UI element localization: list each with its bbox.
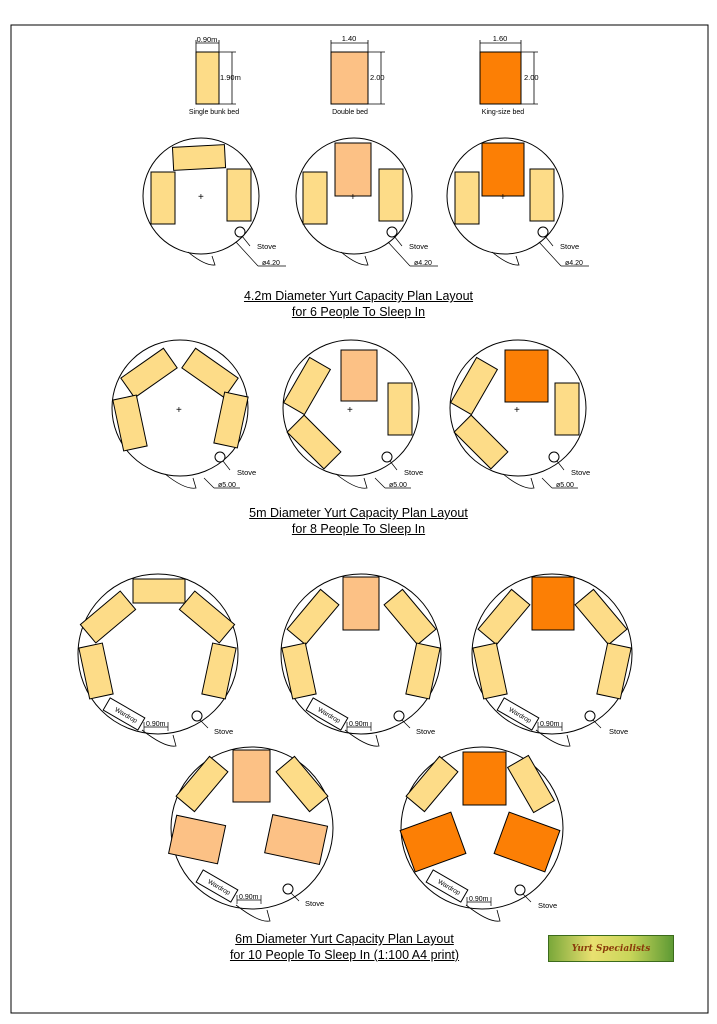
- centre-mark: +: [198, 192, 204, 203]
- yurt-door: [345, 730, 379, 746]
- bed: [172, 145, 225, 171]
- bed: [214, 392, 248, 448]
- stove-icon: [387, 227, 397, 237]
- heading-5m-line1: 5m Diameter Yurt Capacity Plan Layout: [249, 506, 468, 520]
- stove-icon: [283, 884, 293, 894]
- bed: [287, 415, 341, 469]
- bed: [463, 752, 506, 805]
- yurt-4-2-double: [296, 138, 438, 267]
- bed: [455, 172, 479, 224]
- bed: [406, 643, 440, 699]
- bed: [555, 383, 579, 435]
- yurt-door: [236, 905, 270, 921]
- bed: [532, 577, 574, 630]
- yurt-4-2-king: [447, 138, 589, 267]
- yurt-door: [466, 905, 500, 921]
- bed: [343, 577, 379, 630]
- stove-icon: [538, 227, 548, 237]
- yurt-door: [142, 730, 176, 746]
- bed: [473, 643, 507, 699]
- bed: [265, 815, 328, 865]
- stove-label: Stove: [305, 899, 325, 908]
- legend-double-width: 1.40: [341, 34, 357, 43]
- bed: [388, 383, 412, 435]
- diameter-label: ø4.20: [565, 260, 583, 267]
- bed: [454, 415, 508, 469]
- bed: [478, 589, 530, 644]
- diameter-label: ø5.00: [218, 482, 236, 489]
- legend-single-label: Single bunk bed: [188, 109, 240, 116]
- centre-mark: +: [514, 405, 520, 416]
- wardrobe-width-label: 0.90m: [349, 721, 369, 728]
- stove-label: Stove: [257, 242, 277, 251]
- heading-5m: [0, 505, 717, 537]
- yurt-specialists-logo: [548, 935, 674, 962]
- stove-icon: [515, 885, 525, 895]
- bed: [341, 350, 377, 401]
- wardrobe-label: Wardrop: [316, 706, 342, 725]
- diameter-label: ø5.00: [389, 482, 407, 489]
- bed: [179, 591, 234, 643]
- wardrobe-width-label: 0.90m: [146, 721, 166, 728]
- stove-label: Stove: [560, 242, 580, 251]
- bed: [379, 169, 403, 221]
- wardrobe-label: Wardrop: [113, 706, 139, 725]
- bed: [133, 579, 185, 603]
- bed: [303, 172, 327, 224]
- bed: [287, 589, 339, 644]
- stove-icon: [235, 227, 245, 237]
- legend-king-length: 2.00: [524, 73, 539, 82]
- bed: [80, 591, 135, 643]
- bed: [151, 172, 175, 224]
- logo-text: Yurt Specialists: [571, 943, 651, 954]
- yurt-6-six-singles: [78, 574, 238, 746]
- centre-mark: +: [500, 192, 506, 203]
- bed: [575, 589, 627, 644]
- stove-label: Stove: [409, 242, 429, 251]
- stove-icon: [585, 711, 595, 721]
- bed: [233, 750, 270, 802]
- legend-single-bed-shape: [196, 52, 219, 104]
- centre-mark: +: [176, 405, 182, 416]
- bed: [284, 357, 331, 414]
- bed: [182, 348, 238, 397]
- yurt-5-five-singles: [112, 340, 256, 489]
- stove-icon: [215, 452, 225, 462]
- heading-4-2m: [0, 288, 717, 320]
- yurt-6-three-kings: [400, 747, 563, 921]
- wardrobe-width-label: 0.90m: [239, 894, 259, 901]
- heading-6m-line2: for 10 People To Sleep In (1:100 A4 print): [229, 948, 460, 962]
- wardrobe-width-label: 0.90m: [540, 721, 560, 728]
- heading-4-2m-line2: for 6 People To Sleep In: [291, 305, 426, 319]
- yurt-6-double: [281, 574, 441, 746]
- heading-6m-line1: 6m Diameter Yurt Capacity Plan Layout: [235, 932, 454, 946]
- legend-single-bunk-bed: [189, 35, 241, 116]
- bed: [169, 815, 226, 864]
- legend-double-bed: [331, 34, 385, 116]
- diameter-label: ø5.00: [556, 482, 574, 489]
- bed: [384, 589, 436, 644]
- bed: [494, 812, 560, 872]
- bed: [482, 143, 524, 196]
- bed: [597, 643, 631, 699]
- stove-icon: [192, 711, 202, 721]
- diameter-label: ø4.20: [262, 260, 280, 267]
- diameter-label: ø4.20: [414, 260, 432, 267]
- heading-4-2m-line1: 4.2m Diameter Yurt Capacity Plan Layout: [243, 289, 474, 303]
- yurt-6-king: [472, 574, 632, 746]
- wardrobe-label: Wardrop: [206, 878, 232, 897]
- bed: [282, 643, 316, 699]
- bed: [451, 357, 498, 414]
- legend-single-length: 1.90m: [220, 73, 241, 82]
- stove-label: Stove: [237, 468, 257, 477]
- legend-single-width: 0.90m: [196, 35, 218, 44]
- stove-label: Stove: [404, 468, 424, 477]
- legend-king-width: 1.60: [492, 34, 508, 43]
- bed: [121, 348, 177, 397]
- legend-king-size-bed: [480, 34, 539, 116]
- heading-5m-line2: for 8 People To Sleep In: [291, 522, 426, 536]
- bed: [335, 143, 371, 196]
- legend-king-label: King-size bed: [481, 109, 525, 116]
- stove-label: Stove: [416, 727, 436, 736]
- yurt-door: [536, 730, 570, 746]
- bed: [79, 643, 113, 699]
- bed: [227, 169, 251, 221]
- legend-king-bed-shape: [480, 52, 521, 104]
- centre-mark: +: [347, 405, 353, 416]
- bed: [202, 643, 236, 699]
- centre-mark: +: [350, 192, 356, 203]
- yurt-5-double: [283, 340, 423, 489]
- stove-icon: [382, 452, 392, 462]
- wardrobe-label: Wardrop: [507, 706, 533, 725]
- stove-icon: [549, 452, 559, 462]
- stove-label: Stove: [214, 727, 234, 736]
- stove-label: Stove: [538, 901, 558, 910]
- bed: [505, 350, 548, 402]
- yurt-4-2-three-singles: [143, 138, 286, 267]
- stove-label: Stove: [571, 468, 591, 477]
- wardrobe-label: Wardrop: [436, 878, 462, 897]
- bed: [400, 812, 466, 872]
- legend-double-bed-shape: [331, 52, 368, 104]
- bed: [508, 755, 555, 812]
- yurt-5-king: [450, 340, 590, 489]
- legend-double-label: Double bed: [332, 109, 368, 116]
- bed: [113, 395, 147, 451]
- yurt-6-three-doubles: [169, 747, 333, 921]
- stove-label: Stove: [609, 727, 629, 736]
- bed: [530, 169, 554, 221]
- legend-double-length: 2.00: [370, 73, 385, 82]
- stove-icon: [394, 711, 404, 721]
- wardrobe-width-label: 0.90m: [469, 896, 489, 903]
